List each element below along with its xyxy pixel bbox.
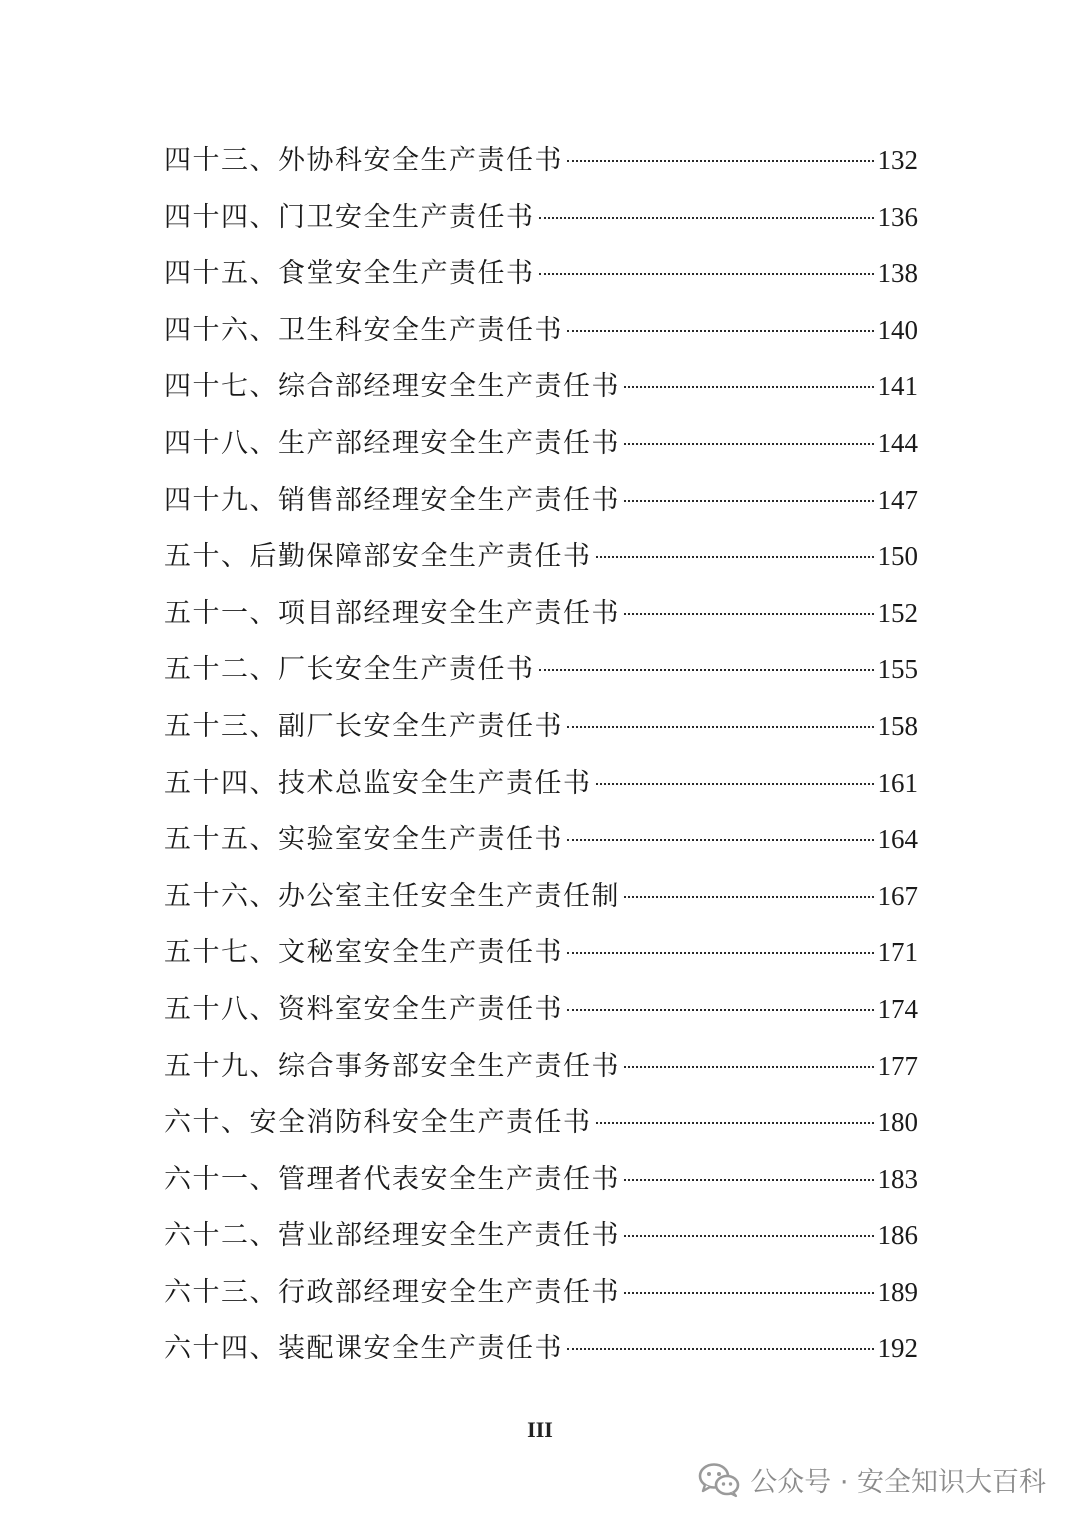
toc-entry[interactable]	[164, 1151, 918, 1208]
toc-entry-page: 155	[877, 654, 918, 685]
toc-dot-leader	[624, 386, 874, 388]
toc-entry-title: 五十八、资料室安全生产责任书	[164, 993, 563, 1025]
toc-entry-title: 四十四、门卫安全生产责任书	[164, 201, 535, 233]
toc-entry-page: 136	[877, 201, 918, 232]
toc-entry[interactable]	[164, 868, 918, 925]
toc-entry-page: 177	[877, 1050, 918, 1081]
toc-entry-title: 四十七、综合部经理安全生产责任书	[164, 371, 620, 403]
toc-entry-title: 五十一、项目部经理安全生产责任书	[164, 597, 620, 629]
toc-dot-leader	[596, 556, 874, 558]
toc-entry-page: 152	[877, 597, 918, 628]
toc-dot-leader	[596, 783, 874, 785]
toc-dot-leader	[567, 726, 874, 728]
toc-entry-title: 四十六、卫生科安全生产责任书	[164, 314, 563, 346]
toc-entry-title: 六十四、装配课安全生产责任书	[164, 1333, 563, 1365]
toc-dot-leader	[567, 330, 874, 332]
page-number: III	[527, 1417, 553, 1442]
toc-entry-title: 四十三、外协科安全生产责任书	[164, 145, 563, 176]
toc-entry[interactable]	[164, 472, 918, 529]
toc-entry-page: 158	[877, 710, 918, 741]
toc-dot-leader	[539, 273, 874, 275]
toc-entry-title: 六十三、行政部经理安全生产责任书	[164, 1276, 620, 1308]
toc-entry-title: 六十一、管理者代表安全生产责任书	[164, 1163, 620, 1195]
toc-entry-page: 189	[877, 1276, 918, 1307]
toc-entry-page: 161	[877, 767, 918, 798]
watermark-text: 公众号 · 安全知识大百科	[750, 1467, 1046, 1498]
toc-entry[interactable]	[164, 585, 918, 642]
toc-entry[interactable]	[164, 1038, 918, 1095]
toc-dot-leader	[624, 443, 874, 445]
toc-dot-leader	[567, 839, 874, 841]
toc-entry-page: 140	[877, 314, 918, 345]
toc-entry-page: 147	[877, 484, 918, 515]
toc-entry-page: 164	[877, 824, 918, 855]
toc-dot-leader	[539, 669, 874, 671]
toc-entry[interactable]	[164, 1094, 918, 1151]
toc-entry-title: 五十九、综合事务部安全生产责任书	[164, 1050, 620, 1082]
toc-dot-leader	[624, 896, 874, 898]
toc-entry-page: 171	[877, 937, 918, 968]
toc-entry-page: 132	[877, 145, 918, 175]
toc-entry-title: 五十、后勤保障部安全生产责任书	[164, 541, 592, 573]
toc-dot-leader	[596, 1122, 874, 1124]
toc-dot-leader	[567, 1009, 874, 1011]
toc-entry[interactable]	[164, 132, 918, 189]
toc-entry-title: 四十九、销售部经理安全生产责任书	[164, 484, 620, 516]
toc-entry[interactable]	[164, 924, 918, 981]
toc-entry-title: 六十二、营业部经理安全生产责任书	[164, 1220, 620, 1252]
toc-entry[interactable]	[164, 415, 918, 472]
toc-entry[interactable]	[164, 1264, 918, 1321]
toc-dot-leader	[624, 613, 874, 615]
toc-entry[interactable]	[164, 358, 918, 415]
toc-entry[interactable]	[164, 1207, 918, 1264]
toc-dot-leader	[624, 1292, 874, 1294]
toc-entry-page: 174	[877, 993, 918, 1024]
toc-dot-leader	[624, 1235, 874, 1237]
toc-entry-title: 四十八、生产部经理安全生产责任书	[164, 427, 620, 459]
toc-dot-leader	[567, 952, 874, 954]
toc-entry-title: 五十五、实验室安全生产责任书	[164, 824, 563, 856]
toc-entry-page: 144	[877, 427, 918, 458]
toc-dot-leader	[624, 500, 874, 502]
toc-entry-page: 183	[877, 1163, 918, 1194]
toc-entry-page: 180	[877, 1107, 918, 1138]
toc-dot-leader	[624, 1179, 874, 1181]
table-of-contents	[164, 132, 918, 1377]
toc-entry-title: 六十、安全消防科安全生产责任书	[164, 1107, 592, 1139]
toc-entry-title: 四十五、食堂安全生产责任书	[164, 258, 535, 290]
toc-entry[interactable]	[164, 641, 918, 698]
toc-entry[interactable]	[164, 981, 918, 1038]
toc-entry[interactable]	[164, 755, 918, 812]
toc-entry-page: 141	[877, 371, 918, 402]
toc-entry[interactable]	[164, 528, 918, 585]
toc-entry-title: 五十七、文秘室安全生产责任书	[164, 937, 563, 969]
watermark	[698, 1460, 1046, 1499]
toc-entry-page: 167	[877, 880, 918, 911]
toc-dot-leader	[567, 160, 874, 162]
toc-dot-leader	[539, 217, 874, 219]
toc-entry-page: 192	[877, 1333, 918, 1364]
toc-entry[interactable]	[164, 245, 918, 302]
toc-dot-leader	[624, 1066, 874, 1068]
toc-entry[interactable]	[164, 811, 918, 868]
toc-entry-title: 五十三、副厂长安全生产责任书	[164, 710, 563, 742]
toc-entry-title: 五十二、厂长安全生产责任书	[164, 654, 535, 686]
toc-entry-page: 150	[877, 541, 918, 572]
toc-entry[interactable]	[164, 698, 918, 755]
toc-entry-page: 186	[877, 1220, 918, 1251]
toc-dot-leader	[567, 1348, 874, 1350]
toc-entry-title: 五十四、技术总监安全生产责任书	[164, 767, 592, 799]
toc-entry-page: 138	[877, 258, 918, 289]
toc-entry[interactable]	[164, 189, 918, 246]
toc-entry-title: 五十六、办公室主任安全生产责任制	[164, 880, 620, 912]
wechat-icon	[698, 1462, 740, 1498]
toc-entry[interactable]	[164, 302, 918, 359]
toc-entry[interactable]	[164, 1320, 918, 1377]
